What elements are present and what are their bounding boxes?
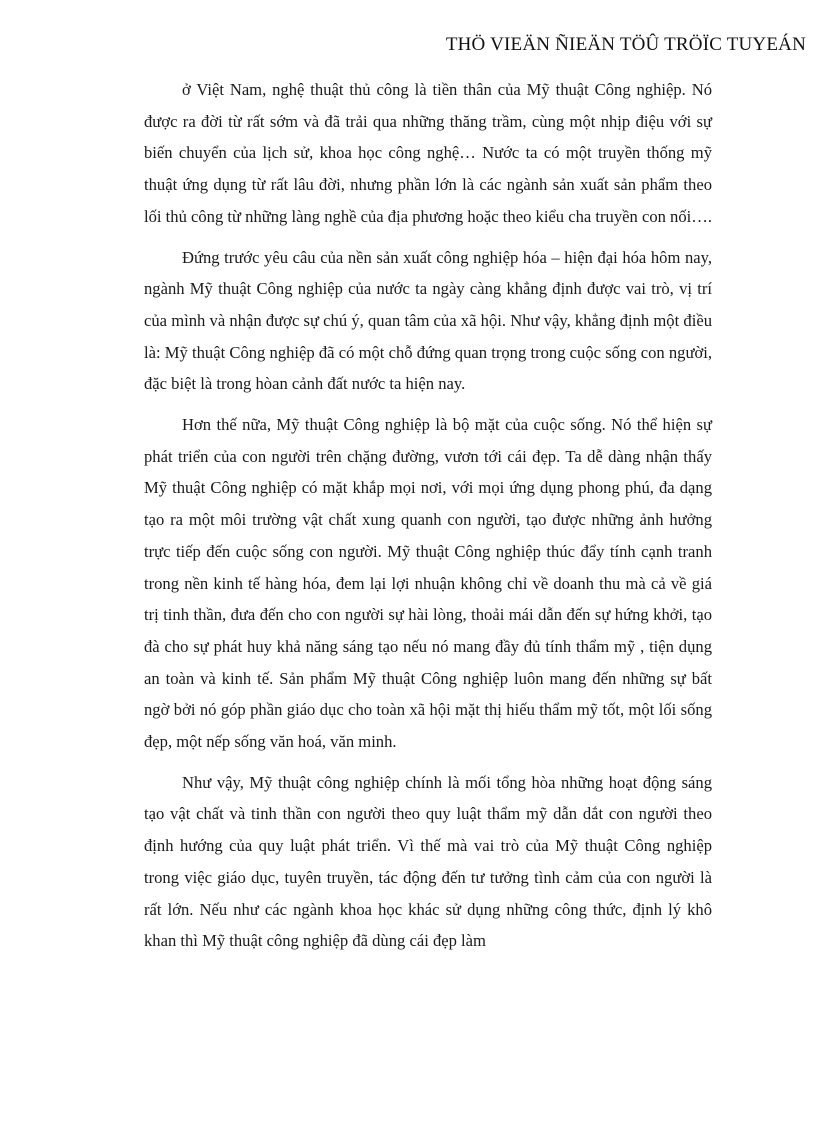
page-header: THÖ VIEÄN ÑIEÄN TÖÛ TRÖÏC TUYEÁN (445, 34, 806, 55)
paragraph-1: ở Việt Nam, nghệ thuật thủ công là tiền thân của Mỹ thuật Công nghiệp. Nó được ra đời từ rất sớm và đã trải qua những thăng trầm, cùng một nhịp điệu với sự biến chuyển của lịch sử, khoa học công nghệ… Nước ta có một truyền thống mỹ thuật ứng dụng từ rất lâu đời, nhưng phần lớn là các ngành sản xuất sản phẩm theo lối thủ công từ những làng nghề của địa phương hoặc theo kiểu cha truyền con nối…. (144, 80, 713, 226)
paragraph-2: Đứng trước yêu câu của nền sản xuất công nghiệp hóa – hiện đại hóa hôm nay, ngành Mỹ thuật Công nghiệp của nước ta ngày càng khẳng định được vai trò, vị trí của mình và nhận được sự chú ý, quan tâm của xã hội. Như vậy, khẳng định một điều là: Mỹ thuật Công nghiệp đã có một chỗ đứng quan trọng trong cuộc sống con người, đặc biệt là trong hòan cảnh đất nước ta hiện nay. (144, 247, 712, 394)
body-text (144, 74, 712, 957)
paragraph-4: Như vậy, Mỹ thuật công nghiệp chính là mối tổng hòa những hoạt động sáng tạo vật chất và tinh thần con người theo quy luật thẩm mỹ dẫn dắt con người theo định hướng của quy luật phát triển. Vì thế mà vai trò của Mỹ thuật Công nghiệp trong việc giáo dục, tuyên truyền, tác động đến tư tưởng tình cảm của con người là rất lớn. Nếu như các ngành khoa học khác sử dụng những công thức, định lý khô khan thì Mỹ thuật công nghiệp đã dùng cái đẹp làm (144, 772, 712, 951)
paragraph-3: Hơn thế nữa, Mỹ thuật Công nghiệp là bộ mặt của cuộc sống. Nó thể hiện sự phát triển của con người trên chặng đường, vươn tới cái đẹp. Ta dễ dàng nhận thấy Mỹ thuật Công nghiệp có mặt khắp mọi nơi, với mọi ứng dụng phong phú, đa dạng tạo ra một môi trường vật chất xung quanh con người, tạo được những ảnh hưởng trực tiếp đến cuộc sống con người. Mỹ thuật Công nghiệp thúc đẩy tính cạnh tranh trong nền kinh tế hàng hóa, đem lại lợi nhuận không chỉ về doanh thu mà cả về giá trị tinh thần, đưa đến cho con người sự hài lòng, thoải mái dẫn đến sự hứng khởi, tạo đà cho sự phát huy khả năng sáng tạo nếu nó mang đầy đủ tính thẩm mỹ , tiện dụng an toàn và kinh tế. Sản phẩm Mỹ thuật Công nghiệp luôn mang đến những sự bất ngờ bởi nó góp phần giáo dục cho toàn xã hội mặt thị hiếu thẩm mỹ tốt, một lối sống đẹp, một nếp sống văn hoá, văn minh. (144, 415, 712, 752)
